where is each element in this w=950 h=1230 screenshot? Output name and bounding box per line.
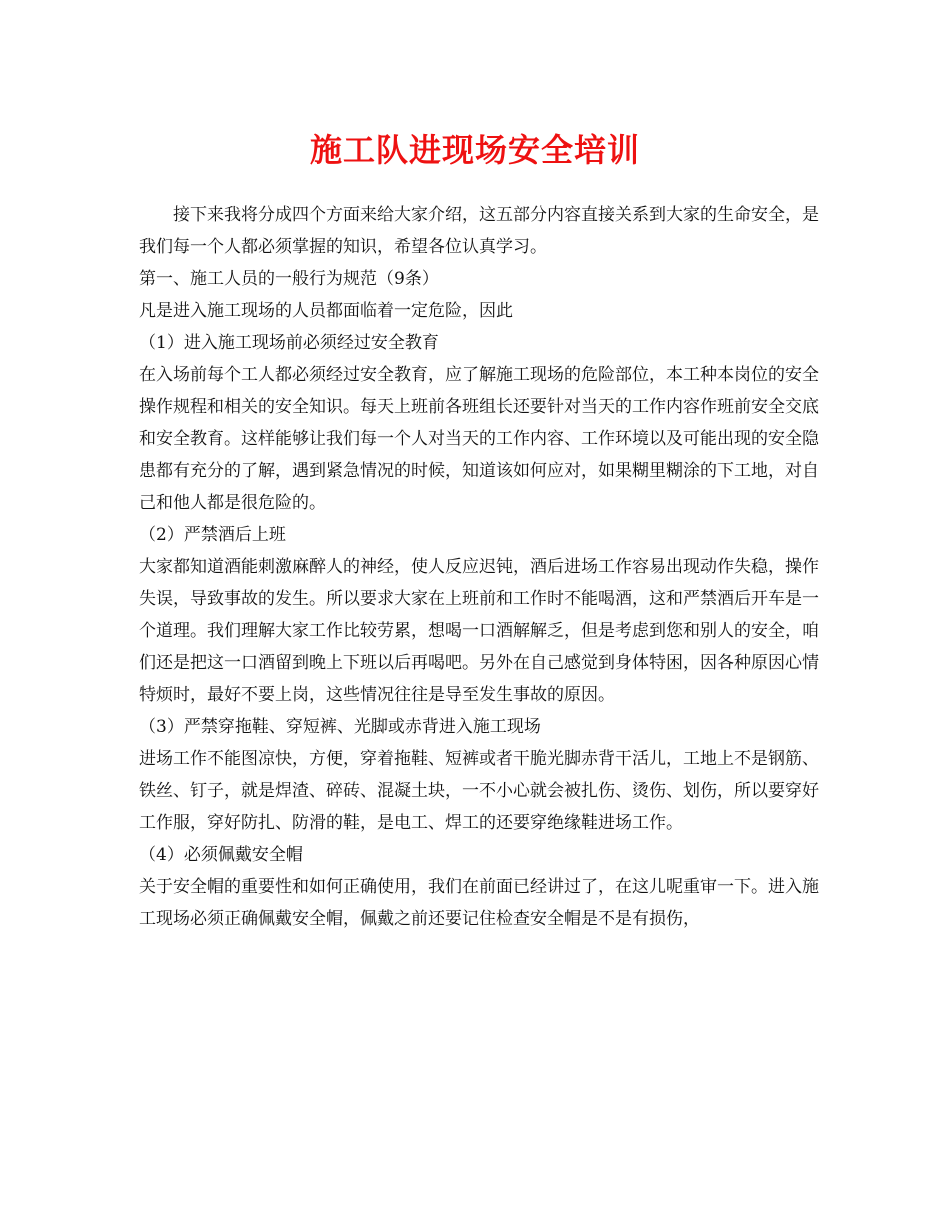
paragraph: （3）严禁穿拖鞋、穿短裤、光脚或赤背进入施工现场 — [139, 717, 541, 737]
paragraph: 关于安全帽的重要性和如何正确使用，我们在前面已经讲过了，在这儿呢重审一下。进入施工现场必须正确佩戴安全帽，佩戴之前还要记住检查安全帽是不是有损伤， — [139, 877, 819, 929]
paragraph: 在入场前每个工人都必须经过安全教育，应了解施工现场的危险部位，本工种本岗位的安全操作规程和相关的安全知识。每天上班前各班组长还要针对当天的工作内容作班前安全交底和安全教育。这样能够让我们每一个人对当天的工作内容、工作环境以及可能出现的安全隐患都有充分的了解，遇到紧急情况的时候，知道该如何应对，如果糊里糊涂的下工地，对自己和他人都是很危险的。 — [139, 365, 819, 513]
paragraph: 进场工作不能图凉快，方便，穿着拖鞋、短裤或者干脆光脚赤背干活儿，工地上不是钢筋、铁丝、钉子，就是焊渣、碎砖、混凝土块，一不小心就会被扎伤、烫伤、划伤，所以要穿好工作服，穿好防扎、防滑的鞋，是电工、焊工的还要穿绝缘鞋进场工作。 — [139, 749, 819, 833]
paragraph: （2）严禁酒后上班 — [139, 525, 286, 545]
paragraph: 凡是进入施工现场的人员都面临着一定危险，因此 — [139, 301, 513, 321]
paragraph: （1）进入施工现场前必须经过安全教育 — [139, 333, 439, 353]
paragraph: 接下来我将分成四个方面来给大家介绍，这五部分内容直接关系到大家的生命安全，是我们每一个人都必须掌握的知识，希望各位认真学习。 — [139, 205, 819, 257]
paragraph: 第一、施工人员的一般行为规范（9条） — [139, 269, 439, 289]
paragraph: 大家都知道酒能刺激麻醉人的神经，使人反应迟钝，酒后进场工作容易出现动作失稳，操作失误，导致事故的发生。所以要求大家在上班前和工作时不能喝酒，这和严禁酒后开车是一个道理。我们理解大家工作比较劳累，想喝一口酒解解乏，但是考虑到您和别人的安全，咱们还是把这一口酒留到晚上下班以后再喝吧。另外在自己感觉到身体特困，因各种原因心情特烦时，最好不要上岗，这些情况往往是导至发生事故的原因。 — [139, 557, 819, 705]
page-title: 施工队进现场安全培训 — [309, 131, 640, 169]
document-body — [139, 199, 819, 935]
paragraph: （4）必须佩戴安全帽 — [139, 845, 303, 865]
